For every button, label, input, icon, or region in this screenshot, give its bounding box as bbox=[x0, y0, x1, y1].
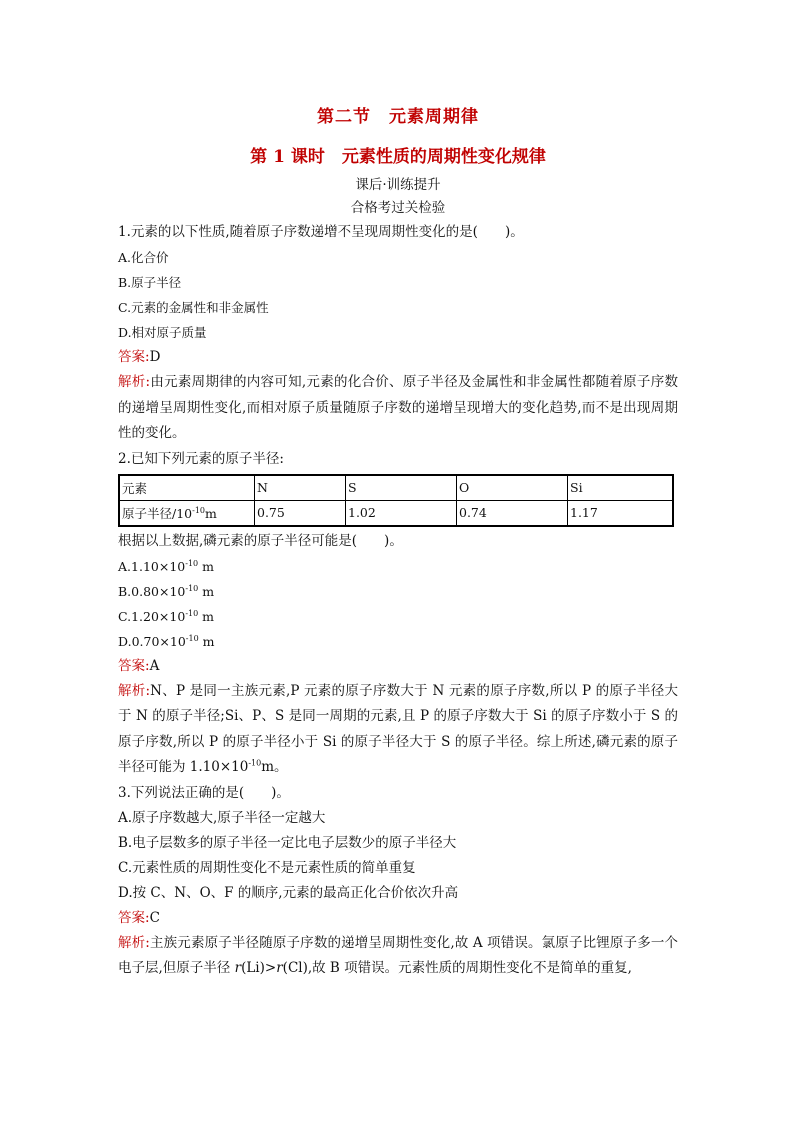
q1-option-c: C.元素的金属性和非金属性 bbox=[118, 300, 269, 315]
q2-answer bbox=[118, 654, 678, 679]
table-cell: 0.74 bbox=[457, 500, 568, 526]
answer-label: 答案: bbox=[118, 657, 150, 674]
atomic-radius-table bbox=[118, 474, 674, 527]
q2-question: 根据以上数据,磷元素的原子半径可能是( )。 bbox=[118, 532, 403, 549]
table-cell: 0.75 bbox=[255, 500, 346, 526]
answer-label: 答案: bbox=[118, 349, 150, 365]
row-label-exponent: -10 bbox=[192, 505, 206, 515]
row-label-unit: m bbox=[205, 505, 217, 521]
answer-value: A bbox=[149, 657, 160, 674]
q3-option-b: B.电子层数多的原子半径一定比电子层数少的原子半径大 bbox=[118, 834, 457, 851]
q1-stem: 1.元素的以下性质,随着原子序数递增不呈现周期性变化的是( )。 bbox=[118, 224, 524, 240]
analysis-label: 解析: bbox=[118, 682, 151, 699]
radius-symbol: r bbox=[234, 960, 242, 976]
analysis-text: (Li)> bbox=[241, 960, 277, 976]
row-label: 原子半径/10 bbox=[122, 505, 193, 521]
level-subtitle: 合格考过关检验 bbox=[350, 200, 446, 216]
answer-label: 答案: bbox=[118, 909, 150, 926]
q2-stem: 2.已知下列元素的原子半径: bbox=[118, 450, 284, 467]
q3-option-d: D.按 C、N、O、F 的顺序,元素的最高正化合价依次升高 bbox=[118, 884, 459, 901]
analysis-text: 由元素周期律的内容可知,元素的化合价、原子半径及金属性和非金属性都随着原子序数的递增呈周期性变化,而相对原子质量随原子序数的递增呈现增大的变化趋势,而不是出现周期性的变化。 bbox=[118, 374, 678, 441]
q3-analysis bbox=[118, 931, 678, 982]
document-page bbox=[118, 100, 678, 982]
q3-answer bbox=[118, 906, 678, 931]
table-cell: 1.17 bbox=[568, 500, 674, 526]
q3-option-a: A.原子序数越大,原子半径一定越大 bbox=[118, 809, 326, 826]
analysis-label: 解析: bbox=[118, 374, 151, 390]
q2-option-d: $D.0.70\times 10^{-10}$ m bbox=[118, 633, 215, 649]
analysis-text: N、P 是同一主族元素,P 元素的原子序数大于 N 元素的原子序数,所以 P 的原子半径大于 N 的原子半径;Si、P、S 是同一周期的元素,且 P 的原子序数大于 Si 的原子序数小于 S 的原子序数,所以 P 的原子半径小于 Si 的原子半径大于 S 的原子半径。综上所述,磷元素的原子半径可能为 1.10×10 bbox=[118, 682, 678, 775]
analysis-text: (Cl),故 B 项错误。元素性质的周期性变化不是简单的重复, bbox=[282, 960, 632, 976]
q2-option-c: $C.1.20\times 10^{-10}$ m bbox=[118, 608, 215, 624]
table-cell: N bbox=[255, 475, 346, 501]
q1-option-a: A.化合价 bbox=[118, 250, 169, 265]
q1-option-d: D.相对原子质量 bbox=[118, 325, 207, 340]
q1-answer bbox=[118, 345, 678, 370]
table-cell: S bbox=[346, 475, 457, 501]
answer-value: C bbox=[149, 909, 160, 926]
analysis-exponent: -10 bbox=[248, 758, 262, 768]
table-cell: 1.02 bbox=[346, 500, 457, 526]
section-title: 第二节 元素周期律 bbox=[317, 107, 479, 127]
practice-subtitle: 课后·训练提升 bbox=[355, 177, 441, 193]
q1-option-b: B.原子半径 bbox=[118, 275, 182, 290]
q2-analysis bbox=[118, 679, 678, 781]
analysis-text: 主族元素原子半径随原子序数的递增呈周期性变化,故 A 项错误。氯原子比锂原子多一个电子层,但原子半径 bbox=[118, 934, 678, 976]
radius-symbol: r bbox=[276, 960, 283, 976]
table-cell: O bbox=[457, 475, 568, 501]
analysis-label: 解析: bbox=[118, 934, 150, 951]
table-row bbox=[119, 475, 673, 501]
q2-option-a: $A.1.10\times 10^{-10}$ m bbox=[118, 558, 214, 574]
table-cell: Si bbox=[568, 475, 674, 501]
lesson-title: 第 1 课时 元素性质的周期性变化规律 bbox=[250, 147, 546, 167]
analysis-end: m。 bbox=[261, 759, 288, 775]
table-cell: 元素 bbox=[119, 475, 255, 501]
answer-value: D bbox=[149, 349, 161, 365]
table-cell bbox=[119, 500, 255, 526]
q3-option-c: C.元素性质的周期性变化不是元素性质的简单重复 bbox=[118, 859, 416, 876]
q3-stem: 3.下列说法正确的是( )。 bbox=[118, 784, 290, 801]
q1-analysis bbox=[118, 370, 678, 447]
q2-option-b: $B.0.80\times 10^{-10}$ m bbox=[118, 583, 215, 599]
table-row bbox=[119, 500, 673, 526]
